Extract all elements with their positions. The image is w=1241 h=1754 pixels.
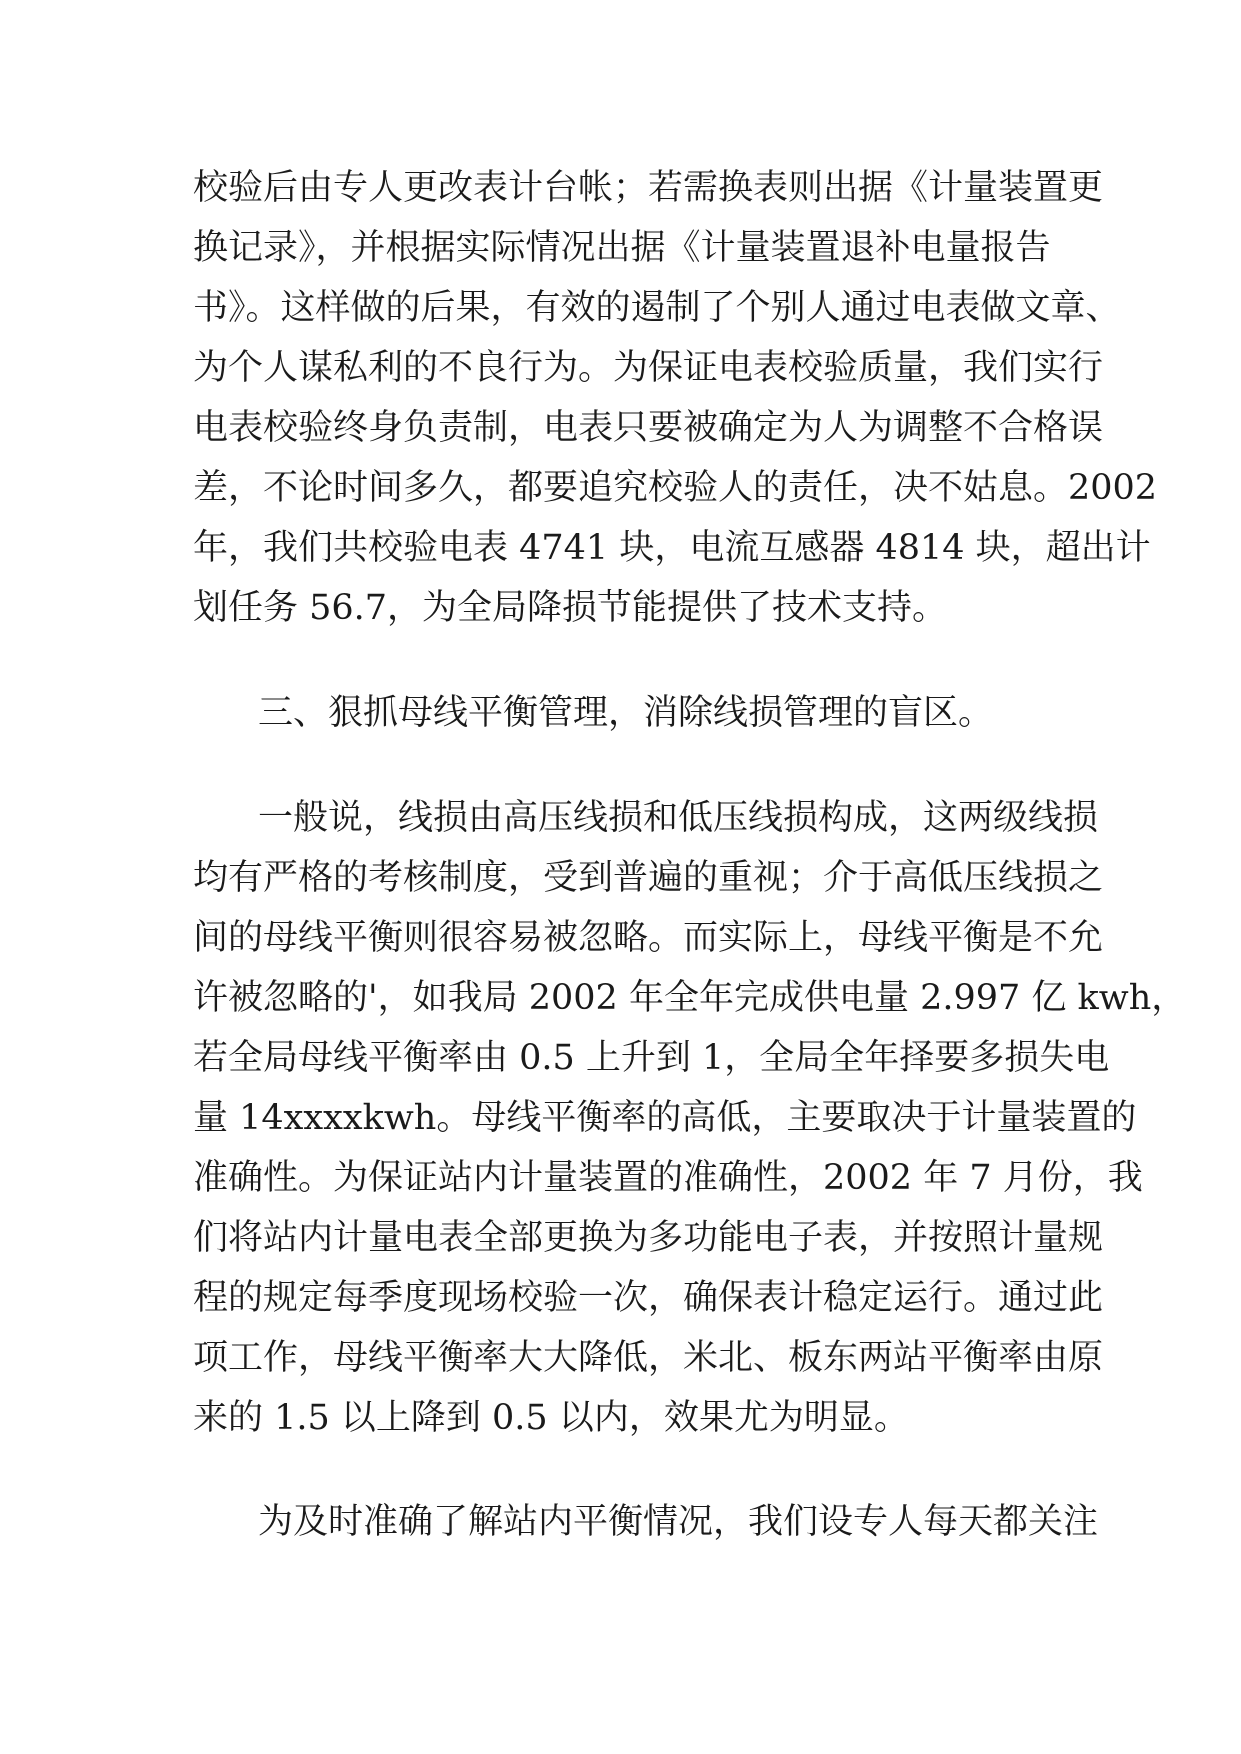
- text-line: 为及时准确了解站内平衡情况，我们设专人每天都关注: [258, 1502, 1099, 1542]
- text-line: 若全局母线平衡率由 0.5 上升到 1，全局全年择要多损失电: [193, 1038, 1110, 1078]
- text-line: 均有严格的考核制度，受到普遍的重视；介于高低压线损之: [193, 858, 1104, 898]
- section-heading: 三、狠抓母线平衡管理，消除线损管理的盲区。: [258, 693, 994, 733]
- text-line: 们将站内计量电表全部更换为多功能电子表，并按照计量规: [193, 1218, 1104, 1258]
- text-line: 书》。这样做的后果，有效的遏制了个别人通过电表做文章、: [193, 288, 1121, 328]
- text-line: 差，不论时间多久，都要追究校验人的责任，决不姑息。2002: [193, 468, 1158, 508]
- text-line: 程的规定每季度现场校验一次，确保表计稳定运行。通过此: [193, 1278, 1104, 1318]
- text-line: 校验后由专人更改表计台帐；若需换表则出据《计量装置更: [193, 168, 1104, 208]
- text-line: 准确性。为保证站内计量装置的准确性，2002 年 7 月份，我: [193, 1158, 1143, 1198]
- text-line: 项工作，母线平衡率大大降低，米北、板东两站平衡率由原: [193, 1338, 1104, 1378]
- text-line: 划任务 56.7，为全局降损节能提供了技术支持。: [193, 588, 948, 628]
- text-line: 来的 1.5 以上降到 0.5 以内，效果尤为明显。: [193, 1398, 909, 1438]
- text-line: 许被忽略的'，如我局 2002 年全年完成供电量 2.997 亿 kwh，: [193, 978, 1187, 1018]
- text-line: 间的母线平衡则很容易被忽略。而实际上，母线平衡是不允: [193, 918, 1104, 958]
- text-line: 量 14xxxxkwh。母线平衡率的高低，主要取决于计量装置的: [193, 1098, 1137, 1138]
- text-line: 年，我们共校验电表 4741 块，电流互感器 4814 块，超出计: [193, 528, 1151, 568]
- text-line: 换记录》，并根据实际情况出据《计量装置退补电量报告: [193, 228, 1051, 268]
- text-line: 电表校验终身负责制，电表只要被确定为人为调整不合格误: [193, 408, 1104, 448]
- text-line: 为个人谋私利的不良行为。为保证电表校验质量，我们实行: [193, 348, 1104, 388]
- text-line: 一般说，线损由高压线损和低压线损构成，这两级线损: [258, 798, 1099, 838]
